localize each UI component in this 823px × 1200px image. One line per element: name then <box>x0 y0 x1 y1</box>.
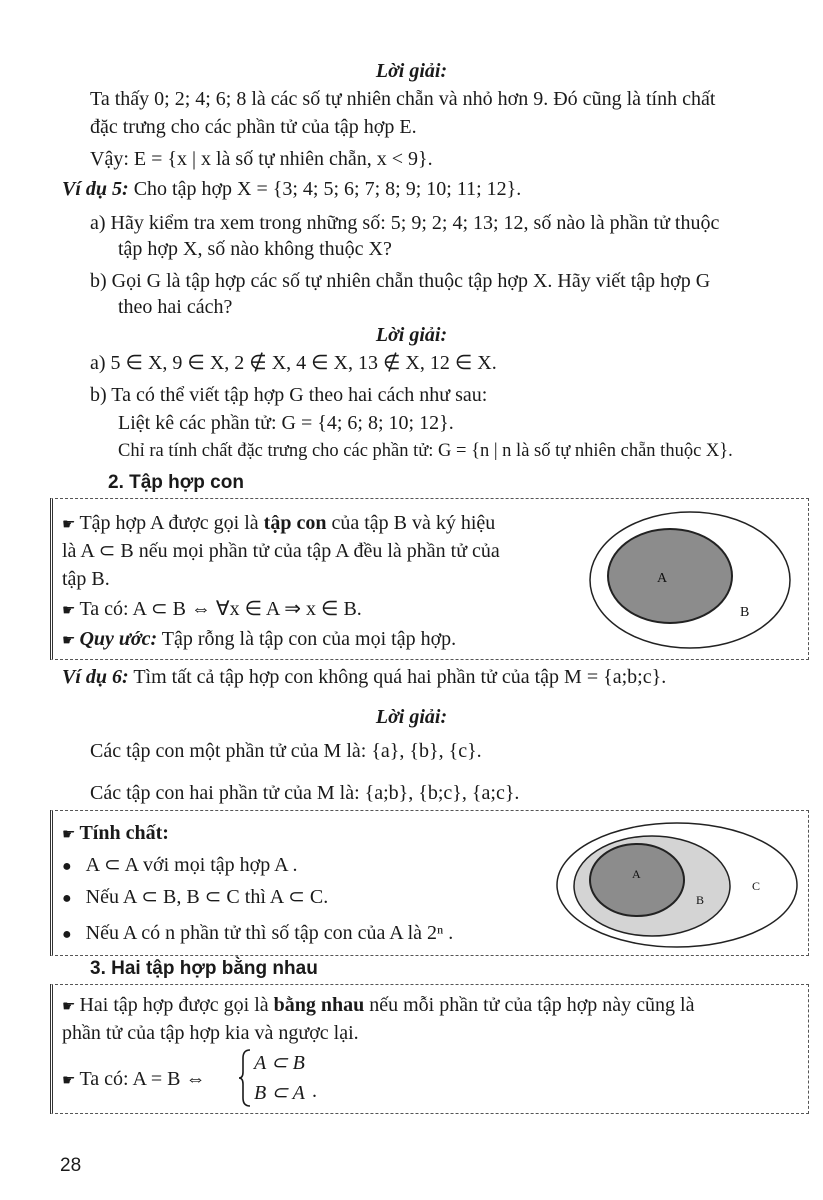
subset-def-line-3: tập B. <box>62 568 110 590</box>
subset-convention: ☛ Quy ước: Tập rỗng là tập con của mọi tập hợp. <box>62 628 457 650</box>
solution-heading: Lời giải: <box>375 60 448 82</box>
subset-def-line-4: ☛ Ta có: A ⊂ B ⇔ ∀x ∈ A ⇒ x ∈ B. <box>62 598 362 620</box>
solution-heading-2: Lời giải: <box>375 324 448 346</box>
example-6-solution-1: Các tập con một phần tử của M là: {a}, {b}, {c}. <box>90 740 482 762</box>
system-brace <box>238 1048 252 1108</box>
diagram-label-a: A <box>657 571 668 586</box>
bullet-icon: ● <box>62 890 72 907</box>
example-5-solution-b: b) Ta có thể viết tập hợp G theo hai cách như sau: <box>90 384 488 406</box>
property-1: ● A ⊂ A với mọi tập hợp A . <box>62 854 298 876</box>
example-5-b-line-2: theo hai cách? <box>118 296 233 318</box>
subset-def-line-1: ☛ Tập hợp A được gọi là tập con của tập B và ký hiệu <box>62 512 496 534</box>
diagram-label-b: B <box>696 893 705 907</box>
properties-title: ☛ Tính chất: <box>62 822 169 844</box>
pointing-hand-icon: ☛ <box>62 631 76 649</box>
pointing-hand-icon: ☛ <box>62 515 76 533</box>
pointing-hand-icon: ☛ <box>62 1071 76 1089</box>
intro-line-2: đặc trưng cho các phần tử của tập hợp E. <box>90 116 417 138</box>
nested-venn-diagram <box>552 818 802 952</box>
example-5-a-line-1: a) Hãy kiểm tra xem trong những số: 5; 9; 2; 4; 13; 12, số nào là phần tử thuộc <box>90 212 720 234</box>
example-5-statement <box>62 176 521 202</box>
system-period: . <box>312 1080 317 1102</box>
system-line-2: B ⊂ A <box>254 1082 305 1104</box>
example-5-solution-a: a) 5 ∈ X, 9 ∈ X, 2 ∉ X, 4 ∈ X, 13 ∉ X, 12 ∈ X. <box>90 352 497 374</box>
property-2: ● Nếu A ⊂ B, B ⊂ C thì A ⊂ C. <box>62 886 329 908</box>
system-line-1: A ⊂ B <box>254 1052 305 1074</box>
subset-def-line-2: là A ⊂ B nếu mọi phần tử của tập A đều là phần tử của <box>62 540 500 562</box>
section-2-title: 2. Tập hợp con <box>108 472 244 493</box>
page-number: 28 <box>60 1155 82 1176</box>
example-6-statement <box>62 664 666 690</box>
pointing-hand-icon: ☛ <box>62 825 76 843</box>
set-a-ellipse <box>608 529 732 623</box>
diagram-label-b: B <box>740 605 750 620</box>
equal-def-line-1: ☛ Hai tập hợp được gọi là bằng nhau nếu mỗi phần tử của tập hợp này cũng là <box>62 994 695 1016</box>
subset-venn-diagram <box>585 508 795 653</box>
example-6-text: Tìm tất cả tập hợp con không quá hai phần tử của tập M = {a;b;c}. <box>133 666 667 688</box>
bullet-icon: ● <box>62 926 72 943</box>
equal-def-line-2: phần tử của tập hợp kia và ngược lại. <box>62 1022 359 1044</box>
example-6-solution-2: Các tập con hai phần tử của M là: {a;b}, {b;c}, {a;c}. <box>90 782 520 804</box>
equal-condition: ☛ Ta có: A = B ⇔ <box>62 1068 206 1090</box>
intro-line-3: Vậy: E = {x | x là số tự nhiên chẵn, x < 9}. <box>90 148 433 170</box>
example-5-solution-b-list: Liệt kê các phần tử: G = {4; 6; 8; 10; 12}. <box>118 412 454 434</box>
example-5-solution-b-property: Chỉ ra tính chất đặc trưng cho các phần tử: G = {n | n là số tự nhiên chẵn thuộc X}. <box>118 441 733 461</box>
bullet-icon: ● <box>62 858 72 875</box>
example-6-label: Ví dụ 6: <box>62 666 129 688</box>
property-3: ● Nếu A có n phần tử thì số tập con của A là 2ⁿ . <box>62 922 454 944</box>
diagram-label-c: C <box>752 879 761 893</box>
example-5-a-line-2: tập hợp X, số nào không thuộc X? <box>118 238 392 260</box>
pointing-hand-icon: ☛ <box>62 997 76 1015</box>
example-5-b-line-1: b) Gọi G là tập hợp các số tự nhiên chẵn thuộc tập hợp X. Hãy viết tập hợp G <box>90 270 711 292</box>
diagram-label-a: A <box>632 867 641 881</box>
example-5-text: Cho tập hợp X = {3; 4; 5; 6; 7; 8; 9; 10; 11; 12}. <box>133 178 522 200</box>
example-5-label: Ví dụ 5: <box>62 178 129 200</box>
solution-heading-3: Lời giải: <box>375 706 448 728</box>
intro-line-1: Ta thấy 0; 2; 4; 6; 8 là các số tự nhiên chẵn và nhỏ hơn 9. Đó cũng là tính chất <box>90 88 716 110</box>
section-3-title: 3. Hai tập hợp bằng nhau <box>90 958 318 979</box>
pointing-hand-icon: ☛ <box>62 601 76 619</box>
